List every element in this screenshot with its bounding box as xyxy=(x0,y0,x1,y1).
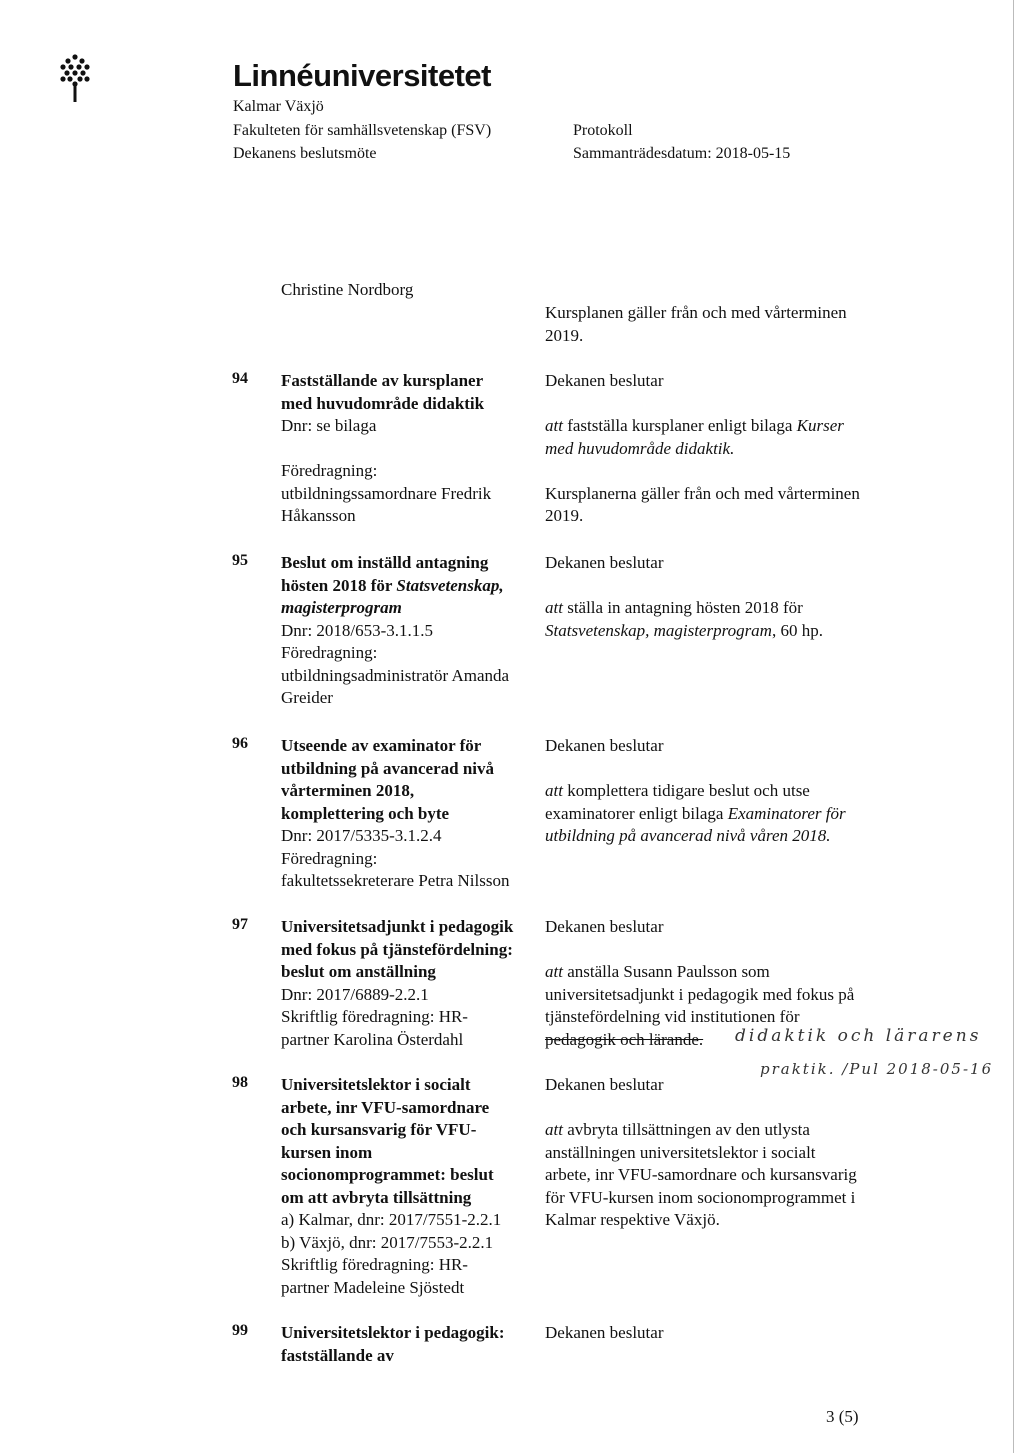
header-date: Sammanträdesdatum: 2018-05-15 xyxy=(573,145,791,162)
item-title-line: med huvudområde didaktik xyxy=(281,393,485,413)
decision-text: att avbryta tillsättningen av den utlysta xyxy=(545,1120,810,1139)
item-title-line: hösten 2018 för Statsvetenskap, xyxy=(281,575,504,595)
header-cities: Kalmar Växjö xyxy=(233,98,324,115)
item-title-line: komplettering och byte xyxy=(281,803,450,823)
decision-text: arbete, inr VFU-samordnare och kursansvarig xyxy=(545,1165,857,1184)
item-detail-line: Dnr: 2018/653-3.1.1.5 xyxy=(281,620,434,640)
item-decision xyxy=(545,370,860,528)
item-subject xyxy=(281,916,513,1051)
header-doc-type: Protokoll xyxy=(573,122,633,139)
item-title-line: beslut om anställning xyxy=(281,962,436,981)
item-number: 99 xyxy=(232,1322,248,1339)
item-title-line: Beslut om inställd antagning xyxy=(281,553,489,572)
decision-heading: Dekanen beslutar xyxy=(545,1323,664,1342)
decision-text: att anställa Susann Paulsson som xyxy=(545,962,770,981)
item-title-line: kursen inom xyxy=(281,1142,373,1162)
item-detail-line: Greider xyxy=(281,688,333,707)
page-number: 3 (5) xyxy=(826,1407,859,1426)
item-number: 96 xyxy=(232,735,248,752)
struck-text: pedagogik och lärande. xyxy=(545,1029,704,1049)
item-detail-line: Skriftlig föredragning: HR- xyxy=(281,1007,468,1026)
item-title-line: socionomprogrammet: beslut xyxy=(281,1165,494,1184)
handwritten-correction-line1: didaktik och lärarens xyxy=(735,1026,982,1046)
decision-text: tjänstefördelning vid institutionen för xyxy=(545,1007,800,1026)
item-number: 98 xyxy=(232,1074,248,1091)
item-title-line: och kursansvarig för VFU- xyxy=(281,1120,477,1139)
validity-note xyxy=(545,302,847,347)
header-faculty: Fakulteten för samhällsvetenskap (FSV) xyxy=(233,122,492,139)
item-title-line: Universitetsadjunkt i pedagogik xyxy=(281,917,514,936)
item-title-line: magisterprogram xyxy=(281,598,402,617)
handwritten-correction-line2: praktik. /Pul 2018-05-16 xyxy=(760,1060,994,1078)
decision-extra: 2019. xyxy=(545,506,584,525)
item-detail-line: Håkansson xyxy=(281,506,356,525)
decision-text: att fastställa kursplaner enligt bilaga Kurser xyxy=(545,416,844,435)
item-detail-line: a) Kalmar, dnr: 2017/7551-2.2.1 xyxy=(281,1210,502,1229)
university-logo xyxy=(58,52,92,104)
note-line: Kursplanen gäller från och med vårterminen xyxy=(545,303,847,322)
decision-heading: Dekanen beslutar xyxy=(545,736,664,755)
decision-text: universitetsadjunkt i pedagogik med fokus på xyxy=(545,984,855,1004)
presenter-name: Christine Nordborg xyxy=(281,280,414,299)
item-detail-line: Föredragning: xyxy=(281,848,378,868)
decision-text: med huvudområde didaktik. xyxy=(545,438,735,458)
item-subject xyxy=(281,1074,501,1299)
decision-heading: Dekanen beslutar xyxy=(545,1075,664,1094)
page-edge xyxy=(1013,0,1014,1453)
decision-text: att ställa in antagning hösten 2018 för xyxy=(545,598,803,617)
item-detail-line: partner Madeleine Sjöstedt xyxy=(281,1277,465,1297)
university-name: Linnéuniversitetet xyxy=(233,58,491,93)
item-detail-line xyxy=(281,438,491,461)
decision-extra: Kursplanerna gäller från och med vårterminen xyxy=(545,483,860,503)
decision-text: att komplettera tidigare beslut och utse xyxy=(545,781,810,800)
decision-text: Kalmar respektive Växjö. xyxy=(545,1210,720,1229)
item-detail-line: Dnr: 2017/5335-3.1.2.4 xyxy=(281,826,442,845)
item-title-line: fastställande av xyxy=(281,1345,394,1365)
item-detail-line: Dnr: 2017/6889-2.2.1 xyxy=(281,984,429,1004)
item-detail-line: fakultetssekreterare Petra Nilsson xyxy=(281,871,510,890)
item-title-line: utbildning på avancerad nivå xyxy=(281,758,495,778)
item-subject xyxy=(281,552,509,710)
item-title-line: Utseende av examinator för xyxy=(281,736,482,755)
item-subject xyxy=(281,1322,505,1367)
item-number: 97 xyxy=(232,916,248,933)
decision-text: för VFU-kursen inom socionomprogrammet i xyxy=(545,1187,856,1207)
decision-text: anställningen universitetslektor i socialt xyxy=(545,1142,816,1162)
header-meeting: Dekanens beslutsmöte xyxy=(233,145,377,162)
item-decision xyxy=(545,735,846,848)
item-title-line: Universitetslektor i pedagogik: xyxy=(281,1323,505,1342)
item-title-line: Universitetslektor i socialt xyxy=(281,1075,471,1094)
decision-heading: Dekanen beslutar xyxy=(545,917,664,936)
item-title-line: med fokus på tjänstefördelning: xyxy=(281,939,513,959)
decision-heading: Dekanen beslutar xyxy=(545,553,664,572)
item-detail-line: partner Karolina Österdahl xyxy=(281,1029,464,1049)
item-title-line: vårterminen 2018, xyxy=(281,781,415,800)
tree-logo-icon xyxy=(58,52,92,104)
item-detail-line: utbildningsadministratör Amanda xyxy=(281,665,510,685)
decision-text: examinatorer enligt bilaga Examinatorer för xyxy=(545,803,846,823)
decision-text: Statsvetenskap, magisterprogram, 60 hp. xyxy=(545,620,823,640)
item-number: 95 xyxy=(232,552,248,569)
item-detail-line: b) Växjö, dnr: 2017/7553-2.2.1 xyxy=(281,1232,494,1252)
item-decision xyxy=(545,1322,663,1345)
item-detail-line: Dnr: se bilaga xyxy=(281,416,377,435)
item-title-line: om att avbryta tillsättning xyxy=(281,1187,472,1207)
item-detail-line: Föredragning: xyxy=(281,643,378,662)
item-detail-line: utbildningssamordnare Fredrik xyxy=(281,483,492,503)
decision-text: utbildning på avancerad nivå våren 2018. xyxy=(545,826,831,845)
item-decision xyxy=(545,552,823,642)
item-decision xyxy=(545,1074,857,1232)
item-subject xyxy=(281,735,509,893)
item-detail-line: Föredragning: xyxy=(281,461,378,480)
item-number: 94 xyxy=(232,370,248,387)
item-subject xyxy=(281,370,491,528)
item-title-line: Fastställande av kursplaner xyxy=(281,371,484,390)
decision-heading: Dekanen beslutar xyxy=(545,371,664,390)
item-title-line: arbete, inr VFU-samordnare xyxy=(281,1097,490,1117)
item-detail-line: Skriftlig föredragning: HR- xyxy=(281,1255,468,1274)
note-line: 2019. xyxy=(545,325,584,345)
